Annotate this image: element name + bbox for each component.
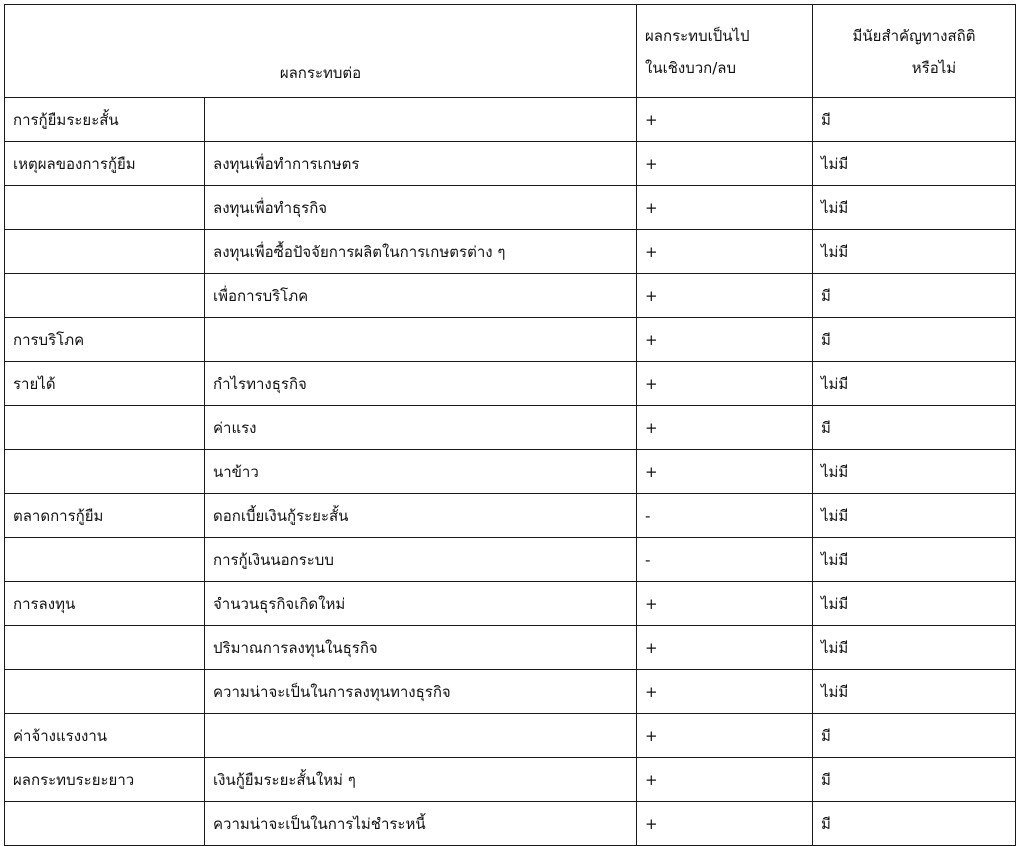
row-significance-cell: ไม่มี [813,626,1016,670]
row-factor-cell: นาข้าว [205,450,637,494]
row-significance-cell: ไม่มี [813,450,1016,494]
row-sign-cell: + [637,362,813,406]
header-significance-line2: หรือไม่ [911,59,957,77]
row-significance-cell: มี [813,758,1016,802]
row-category-cell [5,230,205,274]
header-significance-line1: มีนัยสำคัญทางสถิติ [852,27,976,45]
row-sign-cell: - [637,538,813,582]
table-row [5,758,1016,802]
row-sign-cell: + [637,406,813,450]
row-significance-cell: ไม่มี [813,362,1016,406]
row-significance-cell: ไม่มี [813,582,1016,626]
row-factor-cell: กำไรทางธุรกิจ [205,362,637,406]
row-category-cell [5,450,205,494]
row-sign-cell: + [637,230,813,274]
table-row [5,582,1016,626]
table-row [5,318,1016,362]
row-category-cell: รายได้ [5,362,205,406]
row-sign-cell: + [637,802,813,846]
header-significance [813,5,1016,98]
row-factor-cell: เงินกู้ยืมระยะสั้นใหม่ ๆ [205,758,637,802]
row-category-cell: การกู้ยืมระยะสั้น [5,98,205,142]
table-row [5,362,1016,406]
row-factor-cell: ปริมาณการลงทุนในธุรกิจ [205,626,637,670]
header-row [5,5,1016,98]
row-category-cell: เหตุผลของการกู้ยืม [5,142,205,186]
row-factor-cell: ลงทุนเพื่อซื้อปัจจัยการผลิตในการเกษตรต่าง ๆ [205,230,637,274]
table-row [5,274,1016,318]
row-factor-cell: จำนวนธุรกิจเกิดใหม่ [205,582,637,626]
row-sign-cell: + [637,186,813,230]
row-factor-cell: ดอกเบี้ยเงินกู้ระยะสั้น [205,494,637,538]
table-row [5,802,1016,846]
row-category-cell: การบริโภค [5,318,205,362]
row-category-cell [5,670,205,714]
row-factor-cell [205,714,637,758]
header-direction-line2: ในเชิงบวก/ลบ [645,59,737,77]
row-significance-cell: มี [813,98,1016,142]
header-effect-on-label: ผลกระทบต่อ [279,64,362,82]
row-factor-cell: ลงทุนเพื่อทำการเกษตร [205,142,637,186]
row-significance-cell: ไม่มี [813,494,1016,538]
row-significance-cell: ไม่มี [813,230,1016,274]
row-sign-cell: + [637,274,813,318]
row-category-cell [5,406,205,450]
row-factor-cell: ความน่าจะเป็นในการลงทุนทางธุรกิจ [205,670,637,714]
table-body [5,98,1016,846]
table-row [5,714,1016,758]
table-row [5,186,1016,230]
row-factor-cell [205,318,637,362]
table-row [5,406,1016,450]
header-direction [637,5,813,98]
row-factor-cell [205,98,637,142]
row-significance-cell: ไม่มี [813,142,1016,186]
table-row [5,98,1016,142]
row-significance-cell: ไม่มี [813,670,1016,714]
row-sign-cell: + [637,626,813,670]
table-row [5,230,1016,274]
row-factor-cell: ลงทุนเพื่อทำธุรกิจ [205,186,637,230]
row-sign-cell: + [637,98,813,142]
row-sign-cell: + [637,714,813,758]
header-effect-on [5,5,637,98]
row-sign-cell: + [637,758,813,802]
table-row [5,538,1016,582]
row-factor-cell: การกู้เงินนอกระบบ [205,538,637,582]
row-category-cell: ค่าจ้างแรงงาน [5,714,205,758]
row-category-cell: การลงทุน [5,582,205,626]
row-category-cell [5,186,205,230]
table-row [5,494,1016,538]
row-category-cell [5,538,205,582]
row-significance-cell: ไม่มี [813,538,1016,582]
table-row [5,670,1016,714]
row-factor-cell: ความน่าจะเป็นในการไม่ชำระหนี้ [205,802,637,846]
table-row [5,450,1016,494]
row-category-cell [5,274,205,318]
row-sign-cell: - [637,494,813,538]
effects-table [4,4,1016,846]
header-direction-line1: ผลกระทบเป็นไป [645,27,750,45]
row-factor-cell: เพื่อการบริโภค [205,274,637,318]
row-sign-cell: + [637,142,813,186]
row-category-cell [5,626,205,670]
row-significance-cell: มี [813,802,1016,846]
row-category-cell: ตลาดการกู้ยืม [5,494,205,538]
row-significance-cell: มี [813,406,1016,450]
row-sign-cell: + [637,450,813,494]
row-category-cell [5,802,205,846]
table-row [5,626,1016,670]
table-row [5,142,1016,186]
row-sign-cell: + [637,670,813,714]
row-sign-cell: + [637,318,813,362]
row-sign-cell: + [637,582,813,626]
row-significance-cell: มี [813,318,1016,362]
row-significance-cell: มี [813,274,1016,318]
row-significance-cell: ไม่มี [813,186,1016,230]
row-category-cell: ผลกระทบระยะยาว [5,758,205,802]
row-factor-cell: ค่าแรง [205,406,637,450]
row-significance-cell: มี [813,714,1016,758]
